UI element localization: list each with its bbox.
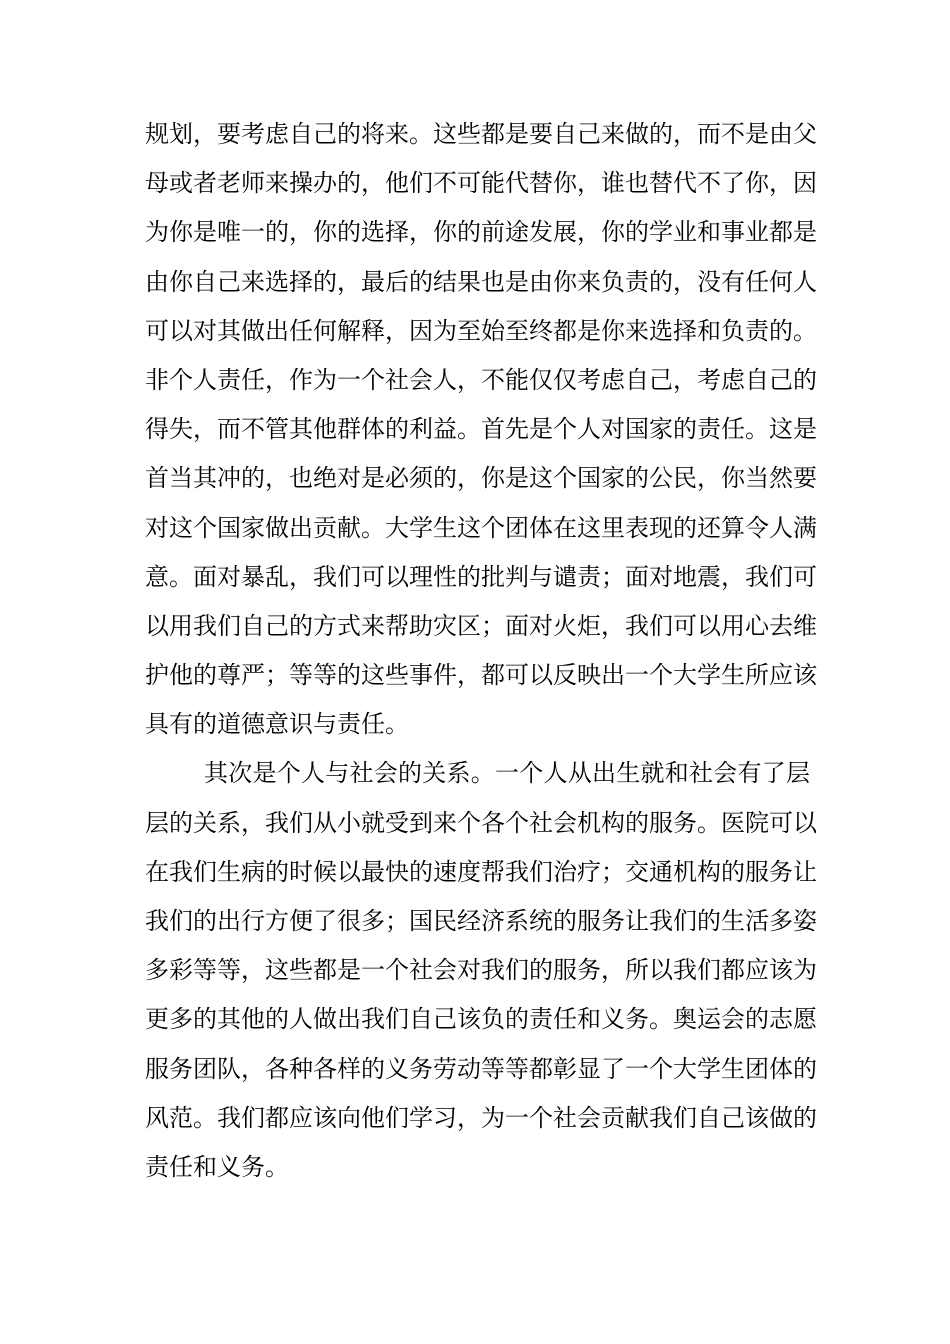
text-line: 风范。我们都应该向他们学习，为一个社会贡献我们自己该做的 (145, 1103, 817, 1132)
text-line: 得失，而不管其他群体的利益。首先是个人对国家的责任。这是 (145, 415, 817, 444)
text-line: 在我们生病的时候以最快的速度帮我们治疗；交通机构的服务让 (145, 857, 817, 886)
text-line: 对这个国家做出贡献。大学生这个团体在这里表现的还算令人满 (145, 513, 817, 542)
paragraph-personal-choice (145, 110, 817, 356)
text-line: 由你自己来选择的，最后的结果也是由你来负责的，没有任何人 (145, 267, 817, 296)
text-line: 为你是唯一的，你的选择，你的前途发展，你的学业和事业都是 (145, 218, 817, 247)
text-line: 以用我们自己的方式来帮助灾区；面对火炬，我们可以用心去维 (145, 611, 817, 640)
text-line: 规划，要考虑自己的将来。这些都是要自己来做的，而不是由父 (145, 120, 817, 148)
text-line: 护他的尊严；等等的这些事件，都可以反映出一个大学生所应该 (145, 661, 817, 690)
text-line: 责任和义务。 (145, 1152, 289, 1181)
text-line: 可以对其做出任何解释，因为至始至终都是你来选择和负责的。 (145, 316, 817, 345)
text-line: 多彩等等，这些都是一个社会对我们的服务，所以我们都应该为 (145, 956, 817, 985)
text-line: 我们的出行方便了很多；国民经济系统的服务让我们的生活多姿 (145, 907, 817, 935)
text-line: 服务团队，各种各样的义务劳动等等都彰显了一个大学生团体的 (145, 1054, 817, 1083)
text-line: 首当其冲的，也绝对是必须的，你是这个国家的公民，你当然要 (145, 464, 817, 493)
body-text (145, 110, 817, 1192)
paragraph-non-personal-responsibility (145, 356, 817, 750)
text-line: 意。面对暴乱，我们可以理性的批判与谴责；面对地震，我们可 (145, 562, 817, 591)
text-line: 层的关系，我们从小就受到来个各个社会机构的服务。医院可以 (145, 808, 817, 837)
text-line: 更多的其他的人做出我们自己该负的责任和义务。奥运会的志愿 (145, 1005, 817, 1034)
text-line: 母或者老师来操办的，他们不可能代替你，谁也替代不了你，因 (145, 169, 817, 198)
text-line: 其次是个人与社会的关系。一个人从出生就和社会有了层 (204, 759, 810, 788)
text-line: 具有的道德意识与责任。 (145, 710, 409, 739)
paragraph-individual-and-society (145, 749, 817, 1192)
text-line: 非个人责任，作为一个社会人，不能仅仅考虑自己，考虑自己的 (145, 365, 817, 394)
